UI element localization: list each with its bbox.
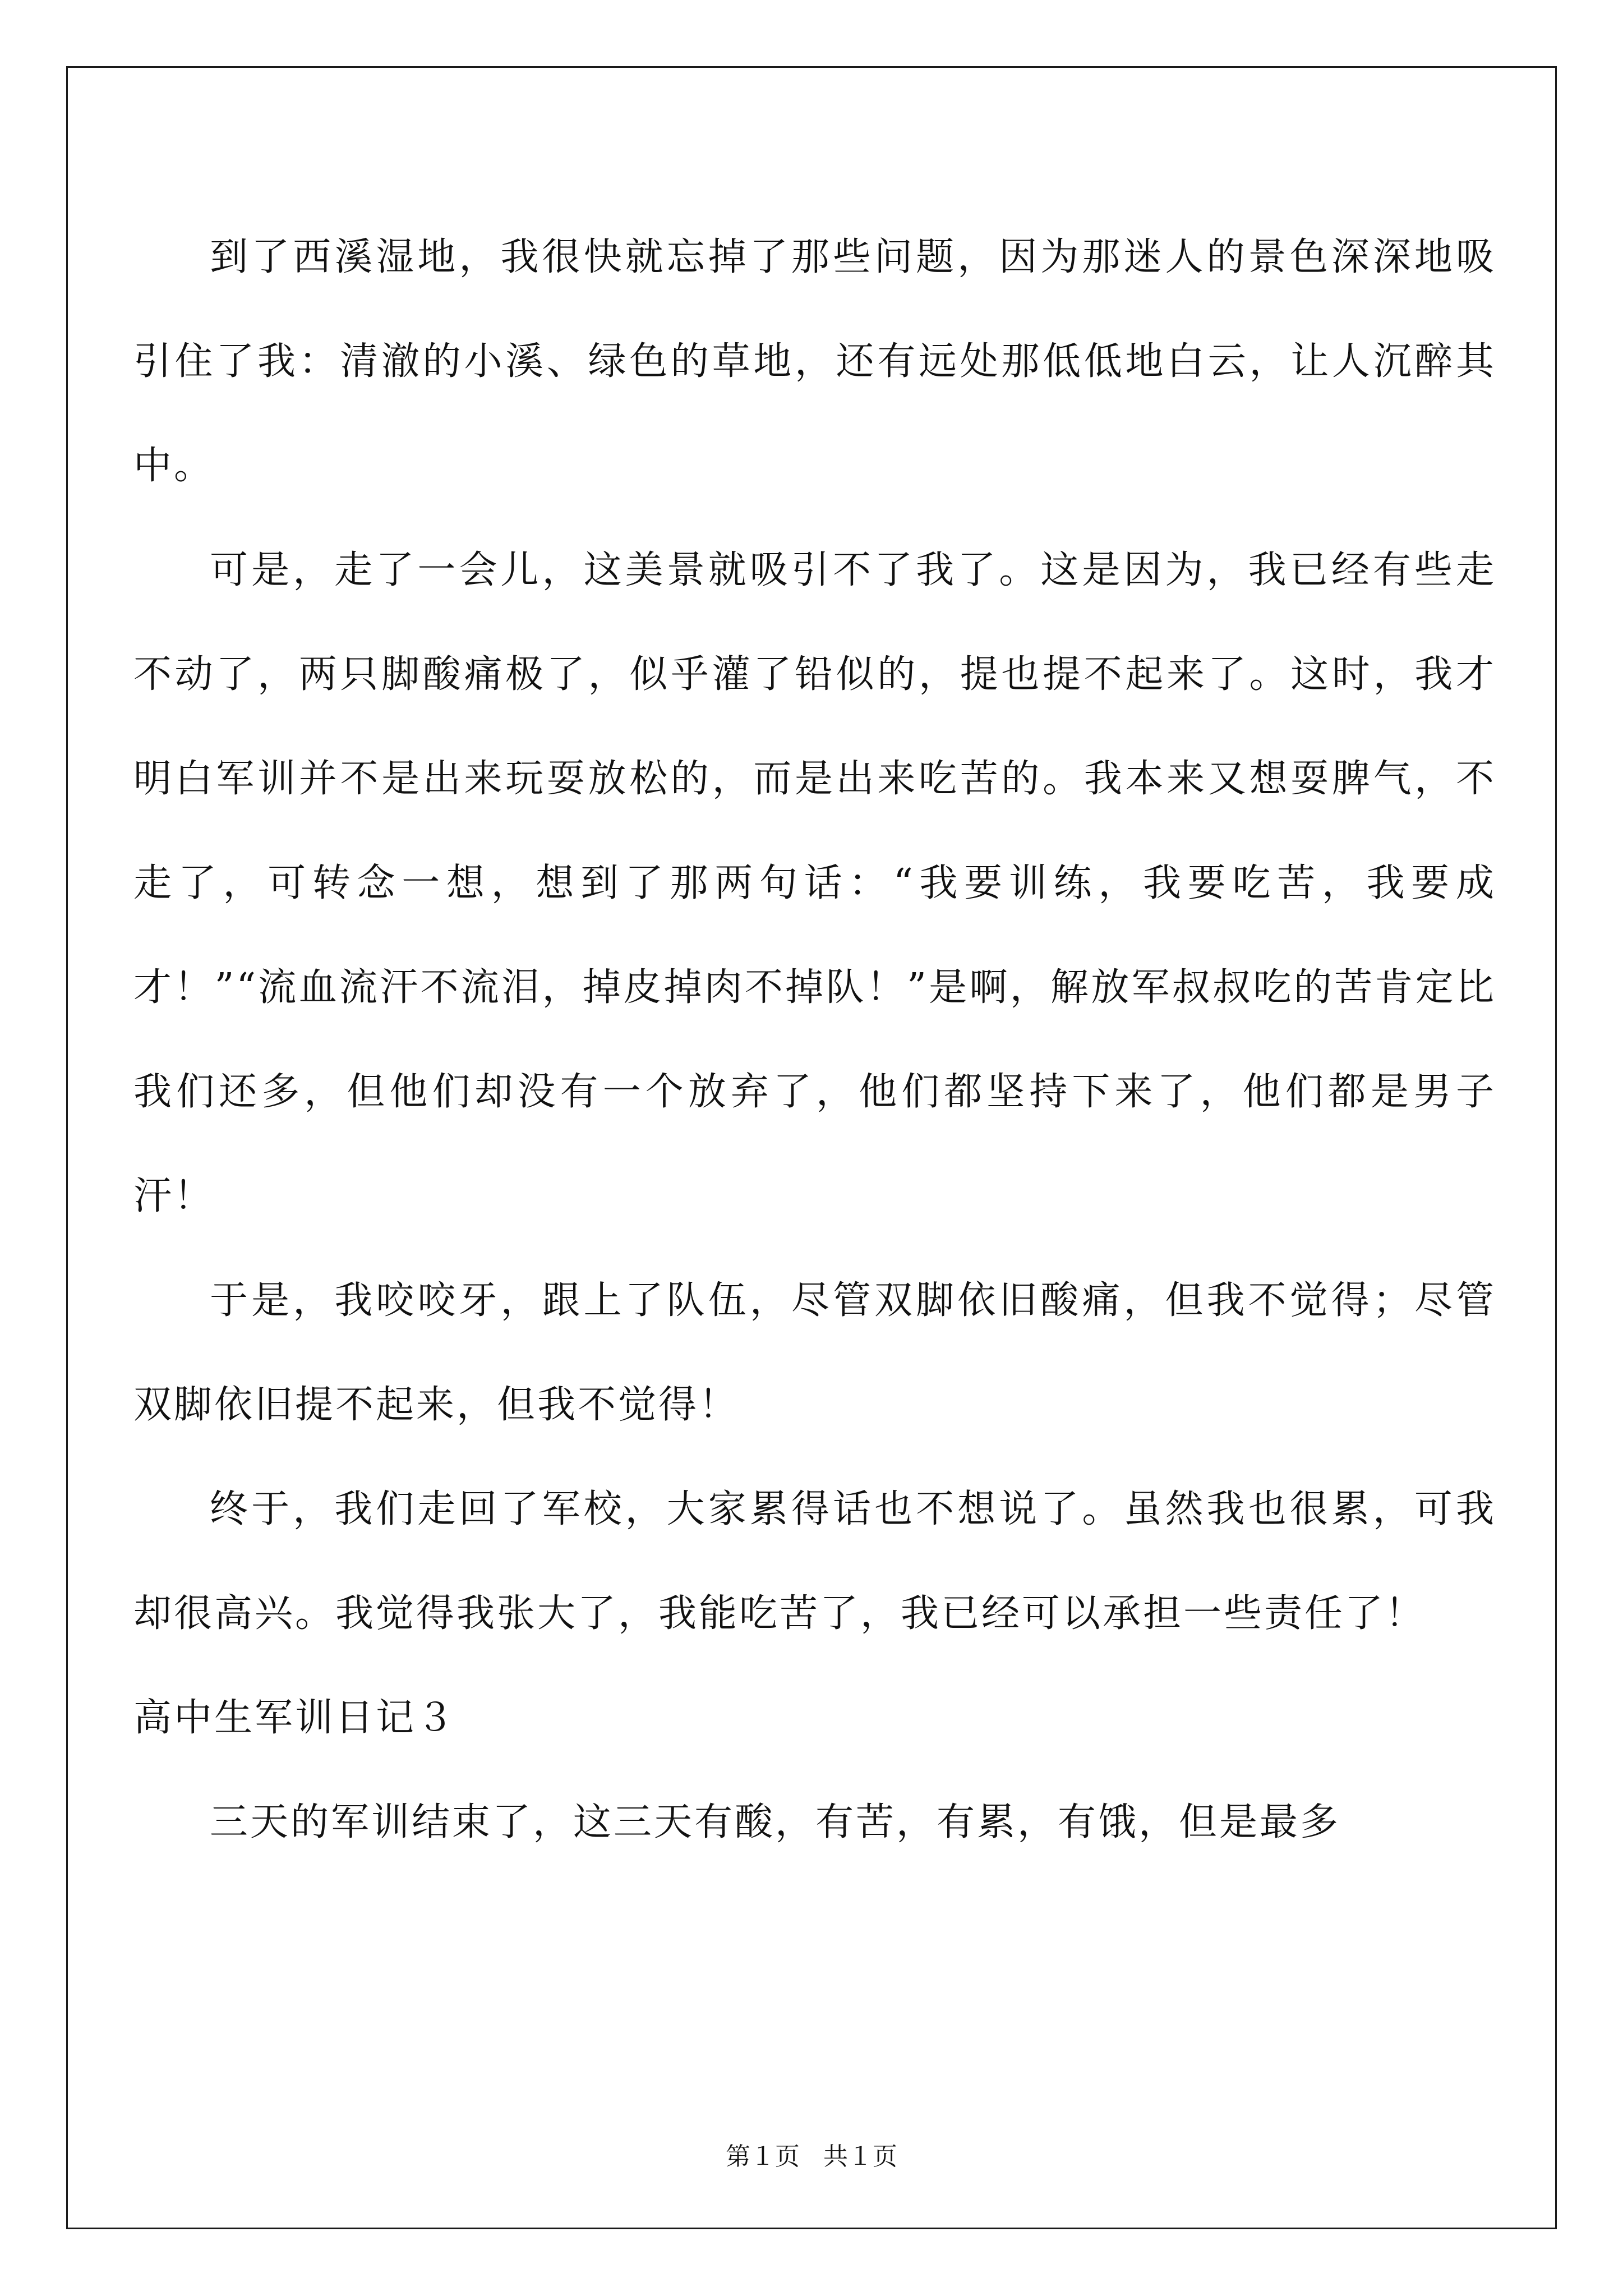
paragraph-5: 三天的军训结束了，这三天有酸，有苦，有累，有饿，但是最多 [210,1800,1341,1844]
paragraph-1: 到了西溪湿地，我很快就忘掉了那些问题，因为那迷人的景色深深地吸引住了我：清澈的小溪、绿色的草地，还有远处那低低地白云，让人沉醉其中。 [133,235,1496,488]
paragraph-2: 可是，走了一会儿，这美景就吸引不了我了。这是因为，我已经有些走不动了，两只脚酸痛极了，似乎灌了铅似的，提也提不起来了。这时，我才明白军训并不是出来玩耍放松的，而是出来吃苦的。我本来又想耍脾气，不走了，可转念一想，想到了那两句话：“我要训练，我要吃苦，我要成才！”“流血流汗不流泪，掉皮掉肉不掉队！”是啊，解放军叔叔吃的苦肯定比我们还多，但他们却没有一个放弃了，他们都坚持下来了，他们都是男子汗！ [133,548,1496,1218]
page-footer: 第１页 共１页 [726,2142,897,2171]
section-heading: 高中生军训日记３ [133,1696,457,1740]
paragraph-4: 终于，我们走回了军校，大家累得话也不想说了。虽然我也很累，可我却很高兴。我觉得我张大了，我能吃苦了，我已经可以承担一些责任了！ [133,1487,1496,1636]
paragraph-3: 于是，我咬咬牙，跟上了队伍，尽管双脚依旧酸痛，但我不觉得；尽管双脚依旧提不起来，但我不觉得！ [133,1278,1496,1427]
document-body [133,205,1496,1875]
